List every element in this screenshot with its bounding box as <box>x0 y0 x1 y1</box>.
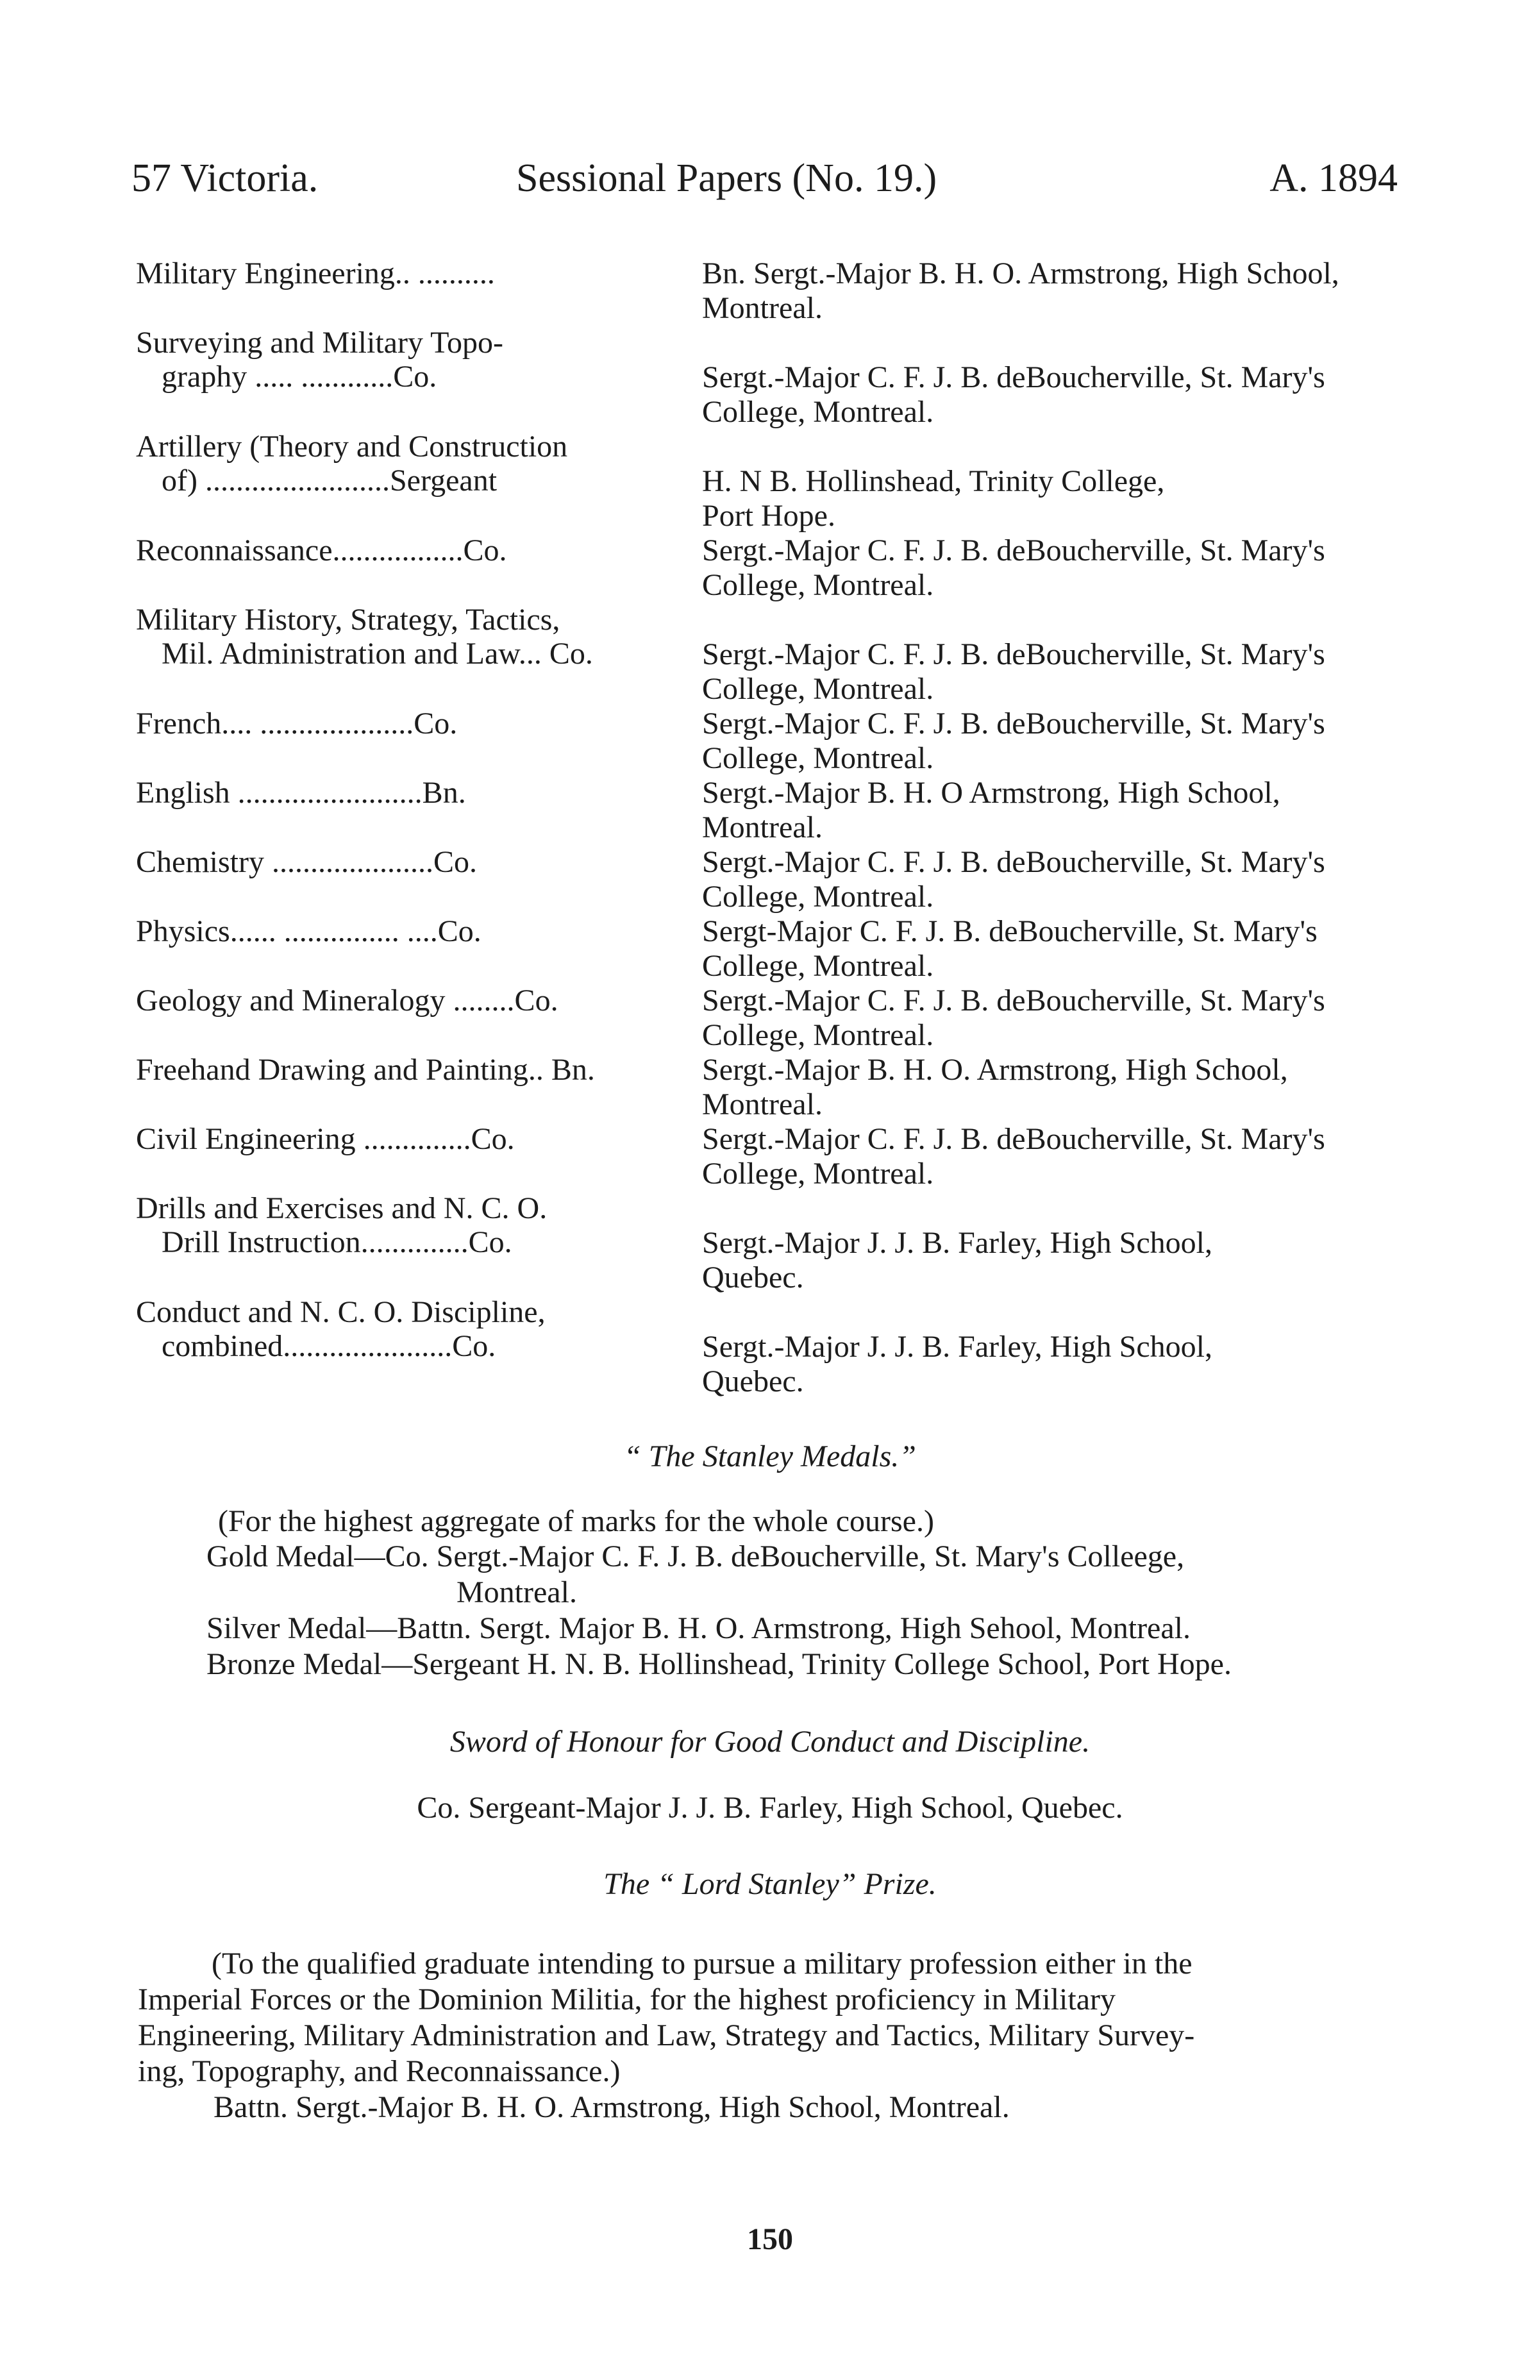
award-subject-line: Geology and Mineralogy ........Co. <box>136 984 558 1018</box>
award-recipient-line: Quebec. <box>702 1364 804 1398</box>
award-recipient <box>702 533 1404 603</box>
lord-stanley-title: The “ Lord Stanley” Prize. <box>603 1867 937 1901</box>
page-number: 150 <box>747 2222 793 2256</box>
award-subject-line: Artillery (Theory and Construction <box>136 430 568 464</box>
lord-stanley-para-4: ing, Topography, and Reconnaissance.) <box>138 2054 621 2088</box>
award-subject-line: graphy ..... ............Co. <box>162 360 437 394</box>
gold-medal-line: Gold Medal—Co. Sergt.-Major C. F. J. B. deBoucherville, St. Mary's Colleege, <box>206 1539 1185 1573</box>
award-subject-line: Military History, Strategy, Tactics, <box>136 603 560 637</box>
lord-stanley-para-2: Imperial Forces or the Dominion Militia, for the highest proficiency in Military <box>138 1982 1116 2016</box>
award-recipient <box>702 1330 1404 1399</box>
award-subject <box>136 1191 787 1259</box>
lord-stanley-para-3: Engineering, Military Administration and Law, Strategy and Tactics, Military Survey- <box>138 2018 1195 2052</box>
award-recipient-line: College, Montreal. <box>702 568 934 602</box>
award-subject-line: Military Engineering.. .......... <box>136 256 495 290</box>
award-recipient <box>702 637 1404 707</box>
award-recipient-line: Sergt.-Major C. F. J. B. deBoucherville, St. Mary's <box>702 533 1325 567</box>
award-subject-line: Conduct and N. C. O. Discipline, <box>136 1295 546 1329</box>
gold-medal-line-cont: Montreal. <box>456 1575 577 1609</box>
award-subject-line: Surveying and Military Topo- <box>136 326 504 360</box>
award-recipient <box>702 1226 1404 1295</box>
sword-title: Sword of Honour for Good Conduct and Discipline. <box>449 1725 1091 1759</box>
award-recipient-line: College, Montreal. <box>702 395 934 429</box>
award-subject-line: of) ........................Sergeant <box>162 464 498 498</box>
award-subject <box>136 707 787 741</box>
award-subject <box>136 256 787 290</box>
award-recipient-line: Sergt.-Major C. F. J. B. deBoucherville, St. Mary's <box>702 707 1325 741</box>
award-subject <box>136 1053 787 1087</box>
award-recipient-line: College, Montreal. <box>702 672 934 706</box>
award-recipient <box>702 845 1404 914</box>
sword-recipient: Co. Sergeant-Major J. J. B. Farley, High School, Quebec. <box>417 1791 1123 1825</box>
award-recipient-line: Bn. Sergt.-Major B. H. O. Armstrong, High School, <box>702 256 1339 290</box>
award-recipient-line: Quebec. <box>702 1261 804 1295</box>
award-subject-line: Chemistry .....................Co. <box>136 845 478 879</box>
stanley-medals-title: “ The Stanley Medals.” <box>624 1439 916 1473</box>
award-subject <box>136 1295 787 1363</box>
award-recipient-line: Montreal. <box>702 1087 823 1121</box>
award-recipient-line: Sergt.-Major C. F. J. B. deBoucherville, St. Mary's <box>702 360 1325 394</box>
award-recipient <box>702 914 1404 984</box>
award-recipient <box>702 984 1404 1053</box>
award-subject-line: Mil. Administration and Law... Co. <box>162 637 593 671</box>
award-recipient-line: College, Montreal. <box>702 741 934 775</box>
award-subject-line: English ........................Bn. <box>136 776 466 810</box>
award-subject-line: Freehand Drawing and Painting.. Bn. <box>136 1053 595 1087</box>
award-subject <box>136 776 787 810</box>
award-subject <box>136 326 787 394</box>
award-recipient-line: Sergt.-Major C. F. J. B. deBoucherville, St. Mary's <box>702 845 1325 879</box>
award-subject-line: Civil Engineering ..............Co. <box>136 1122 515 1156</box>
award-recipient <box>702 360 1404 430</box>
stanley-medals-note: (For the highest aggregate of marks for the whole course.) <box>218 1504 934 1538</box>
award-recipient-line: College, Montreal. <box>702 1157 934 1191</box>
award-recipient-line: Sergt.-Major J. J. B. Farley, High School, <box>702 1330 1212 1364</box>
award-subject <box>136 914 787 948</box>
award-recipient-line: Sergt.-Major B. H. O Armstrong, High School, <box>702 776 1280 810</box>
award-subject-line: Reconnaissance.................Co. <box>136 533 507 567</box>
lord-stanley-para-1: (To the qualified graduate intending to pursue a military profession either in the <box>212 1947 1193 1981</box>
award-recipient-line: Montreal. <box>702 291 823 325</box>
award-recipient <box>702 707 1404 776</box>
bronze-medal-line: Bronze Medal—Sergeant H. N. B. Hollinshead, Trinity College School, Port Hope. <box>206 1647 1232 1681</box>
award-recipient <box>702 776 1404 845</box>
header-session: 57 Victoria. <box>131 156 319 200</box>
award-recipient-line: Port Hope. <box>702 499 835 533</box>
award-recipient-line: Sergt.-Major C. F. J. B. deBoucherville, St. Mary's <box>702 984 1325 1018</box>
award-recipient <box>702 256 1404 326</box>
award-recipient <box>702 1122 1404 1191</box>
page-header <box>131 153 1398 204</box>
award-subject-line: French.... ....................Co. <box>136 707 458 741</box>
award-recipient-line: Montreal. <box>702 810 823 844</box>
award-subject <box>136 845 787 879</box>
award-subject <box>136 603 787 671</box>
award-subject-line: Drill Instruction..............Co. <box>162 1225 512 1259</box>
header-year: A. 1894 <box>1269 156 1398 200</box>
lord-stanley-recipient: Battn. Sergt.-Major B. H. O. Armstrong, High School, Montreal. <box>213 2090 1010 2124</box>
award-recipient-line: College, Montreal. <box>702 949 934 983</box>
award-subject <box>136 533 787 567</box>
award-recipient-line: Sergt.-Major C. F. J. B. deBoucherville, St. Mary's <box>702 637 1325 671</box>
award-subject-line: Drills and Exercises and N. C. O. <box>136 1191 548 1225</box>
header-title: Sessional Papers (No. 19.) <box>516 156 937 200</box>
award-recipient-line: College, Montreal. <box>702 880 934 914</box>
award-subject <box>136 1122 787 1156</box>
award-subject <box>136 430 787 498</box>
award-subject-line: combined......................Co. <box>162 1329 496 1363</box>
silver-medal-line: Silver Medal—Battn. Sergt. Major B. H. O. Armstrong, High Sehool, Montreal. <box>206 1611 1191 1645</box>
award-recipient-line: Sergt-Major C. F. J. B. deBoucherville, St. Mary's <box>702 914 1318 948</box>
award-recipient <box>702 464 1404 533</box>
award-recipient-line: Sergt.-Major J. J. B. Farley, High School, <box>702 1226 1212 1260</box>
award-subject-line: Physics...... ............... ....Co. <box>136 914 481 948</box>
award-recipient-line: Sergt.-Major C. F. J. B. deBoucherville, St. Mary's <box>702 1122 1325 1156</box>
award-recipient <box>702 1053 1404 1122</box>
award-subject <box>136 984 787 1018</box>
award-recipient-line: Sergt.-Major B. H. O. Armstrong, High School, <box>702 1053 1288 1087</box>
award-recipient-line: H. N B. Hollinshead, Trinity College, <box>702 464 1165 498</box>
award-recipient-line: College, Montreal. <box>702 1018 934 1052</box>
